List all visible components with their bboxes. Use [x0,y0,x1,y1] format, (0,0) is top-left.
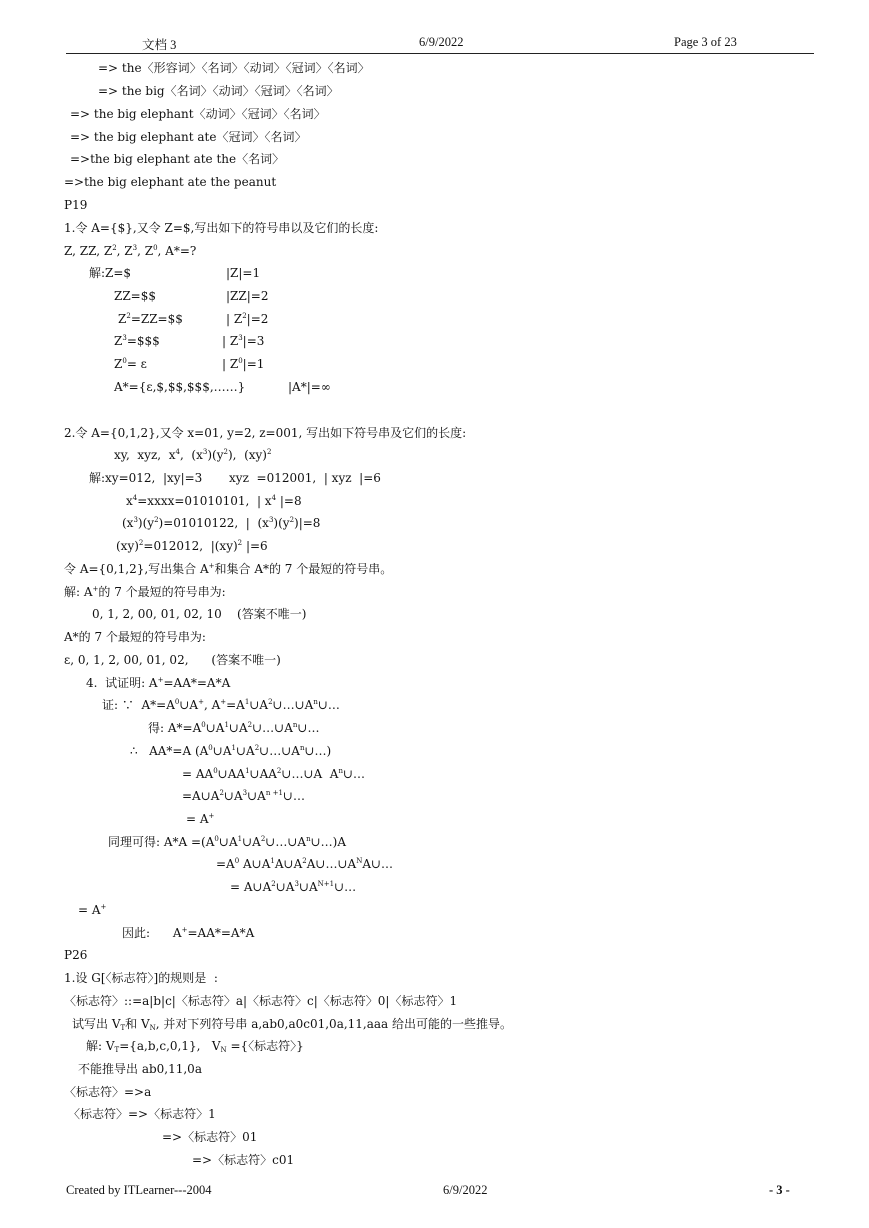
line-text: ∴ AA*=A (A [130,744,209,758]
line-text: 〈标志符〉::=a|b|c|〈标志符〉a|〈标志符〉c|〈标志符〉0|〈标志符〉1 [64,994,458,1008]
line-text: =xxxx=01010101, | x [137,494,272,508]
line-text: 1.设 G[〈标志符〉]的规则是 : [64,971,218,985]
line-text: , 并对下列符号串 a,ab0,a0c01,0a,11,aaa 给出可能的一些推导。 [155,1017,513,1031]
derivation-line [162,1130,257,1144]
superscript: 2 [154,516,159,524]
superscript: n +1 [265,789,283,797]
section-heading-p19 [64,198,87,212]
line-text: =012012, |(xy) [143,539,238,553]
line-text: 解:Z=$ [89,266,132,280]
line-text: , A*=? [157,244,197,258]
derivation-line [70,152,284,166]
superscript: n [313,698,318,706]
question-text [64,971,218,985]
line-text: 4. 试证明: A [86,676,158,690]
superscript: 3 [294,880,299,888]
superscript: 2 [237,539,243,547]
line-text: => the〈形容词〉〈名词〉〈动词〉〈冠词〉〈名词〉 [98,61,370,75]
line-text: = ε [126,357,147,371]
line-text: ∪… [317,698,340,712]
proof-line [230,880,356,894]
derivation-line [64,1085,151,1099]
line-text: ∪…) [304,744,332,758]
line-text: ={a,b,c,0,1}, V [119,1039,221,1053]
subscript: N [220,1046,227,1054]
answer-length [222,357,264,371]
superscript: 2 [260,835,266,843]
line-text: P19 [64,198,88,212]
answer-line [118,312,183,326]
line-text: ∪A [275,880,295,894]
answer-line [64,653,281,667]
line-text: A*={ε,$,$$,$$$,……} [114,380,246,394]
line-text: 和集合 A*的 7 个最短的符号串。 [214,562,393,576]
line-text: 证: ∵ A*=A [102,698,175,712]
line-text: P26 [64,948,88,962]
line-text: xy, xyz, x [114,448,176,462]
line-text: |Z|=1 [226,266,261,280]
line-text: , Z [137,244,154,258]
derivation-line [68,1107,216,1121]
superscript: 0 [238,357,243,365]
line-text: 解: V [86,1039,115,1053]
superscript: 2 [126,312,131,320]
superscript: n [292,721,298,729]
line-text: A∪… [362,857,394,871]
line-text: ∪A [218,835,238,849]
question-text [64,562,392,576]
line-text: 的 7 个最短的符号串为: [98,585,226,599]
line-text: |A*|=∞ [288,380,331,394]
subscript: T [114,1046,120,1054]
superscript: 3 [202,448,208,456]
line-text: |ZZ|=2 [226,289,269,303]
line-text: ∪A [228,721,248,735]
superscript: 2 [242,312,247,320]
line-text: ∪A [205,721,225,735]
superscript: 2 [223,448,228,456]
line-text: =>〈标志符〉c01 [192,1153,295,1167]
superscript: + [92,585,99,593]
superscript: 2 [276,767,282,775]
line-text: 试写出 V [72,1017,121,1031]
answer-line [92,607,306,621]
superscript: + [157,676,164,684]
answer-line [122,516,320,530]
answer-line [114,380,245,394]
answer-line [89,266,131,280]
answer-length [226,266,260,280]
line-text: = A∪A [230,880,272,894]
superscript: 2 [254,744,260,752]
line-text: 和 V [125,1017,150,1031]
derivation-line [70,130,306,144]
line-text: | Z [222,334,239,348]
superscript: + [181,926,188,934]
line-text: )|=8 [294,516,321,530]
line-text: 同理可得: A*A =(A [108,835,215,849]
answer-line [86,1039,304,1053]
line-text: =>the big elephant ate the peanut [64,175,277,189]
line-text: ZZ=$$ [114,289,156,303]
line-text: (x [122,516,134,530]
answer-line [126,494,302,508]
line-text: )(y [207,448,224,462]
grammar-rule [64,994,457,1008]
superscript: 3 [132,244,138,252]
footer-center: 6/9/2022 [443,1183,488,1197]
line-text: , Z [116,244,133,258]
line-text: |=3 [242,334,265,348]
line-text: => the big〈名词〉〈动词〉〈冠词〉〈名词〉 [98,84,339,98]
line-text: =>〈标志符〉01 [162,1130,258,1144]
line-text: ∪AA [217,767,246,781]
line-text: 〈标志符〉=>a [64,1085,152,1099]
superscript: + [220,698,227,706]
proof-line [186,812,214,826]
superscript: 0 [208,744,213,752]
line-text: A∪A [274,857,303,871]
line-text: | Z [222,357,239,371]
line-text: = A [186,812,209,826]
superscript: + [100,903,107,911]
line-text: | Z [226,312,243,326]
superscript: 1 [270,857,275,865]
line-text: )=01010122, | (x [158,516,269,530]
superscript: 4 [271,494,277,502]
line-text: ∪…∪A [272,698,314,712]
line-text: |=6 [242,539,268,553]
line-text: = AA [182,767,214,781]
line-text: => the big elephant〈动词〉〈冠词〉〈名词〉 [70,107,326,121]
line-text: Z [114,334,123,348]
line-text: Z, ZZ, Z [64,244,113,258]
line-text: ={〈标志符〉} [226,1039,304,1053]
line-text: =$$$ [126,334,160,348]
superscript: + [208,562,215,570]
derivation-line [98,61,370,75]
line-text: =AA*=A*A [163,676,231,690]
superscript: 0 [213,767,218,775]
superscript: 0 [153,244,158,252]
line-text: ∪…)A [310,835,346,849]
line-text: |=2 [246,312,269,326]
line-text: ∪A [247,789,266,803]
section-heading-p26 [64,948,87,962]
answer-length [226,312,268,326]
superscript: 2 [267,448,272,456]
header-left: 文档 3 [142,38,177,52]
line-text: )(y [273,516,290,530]
superscript: 0 [214,835,219,843]
answer-line [116,539,268,553]
line-text: x [126,494,133,508]
superscript: N [356,857,363,865]
answer-line [114,289,156,303]
line-text: Z [118,312,127,326]
proof-line [182,789,305,803]
superscript: n [338,767,343,775]
line-text: |=8 [276,494,302,508]
line-text: 2.令 A={0,1,2},又令 x=01, y=2, z=001, 写出如下符号串及它们的长度: [64,426,467,440]
superscript: 2 [138,539,144,547]
proof-line [122,926,254,940]
line-text: (xy) [116,539,139,553]
derivation-line [98,84,339,98]
superscript: 3 [242,789,248,797]
line-text: A∪…∪A [306,857,357,871]
superscript: 2 [271,880,276,888]
line-text: |=1 [242,357,265,371]
question-text [86,676,230,690]
line-text: ∪A [242,835,261,849]
proof-line [102,698,340,712]
line-text: =>the big elephant ate the〈名词〉 [70,152,285,166]
derivation-line [64,175,276,189]
line-text: ∪…∪A A [281,767,339,781]
line-text: 解: A [64,585,93,599]
line-text: A*的 7 个最短的符号串为: [64,630,206,644]
superscript: 2 [219,789,224,797]
header-divider [66,53,814,54]
line-text: A∪A [239,857,271,871]
superscript: 2 [247,721,253,729]
line-text: ∪A [212,744,232,758]
proof-line [182,767,365,781]
line-text: 令 A={0,1,2},写出集合 A [64,562,209,576]
superscript: 2 [112,244,117,252]
superscript: 3 [133,516,138,524]
superscript: n [299,744,305,752]
superscript: + [208,812,215,820]
superscript: n [306,835,311,843]
superscript: 2 [289,516,295,524]
line-text: ∪… [334,880,357,894]
line-text: ∪A [249,698,269,712]
line-text: 得: A*=A [148,721,202,735]
line-text: ε, 0, 1, 2, 00, 01, 02, (答案不唯一) [64,653,281,667]
line-text: = A [78,903,101,917]
superscript: 1 [224,721,229,729]
answer-length [222,334,264,348]
line-text: ∪A [298,880,318,894]
line-text: => the big elephant ate〈冠词〉〈名词〉 [70,130,307,144]
line-text: ∪…∪A [252,721,293,735]
question-text [72,1017,512,1031]
question-text [64,221,378,235]
line-text: ∪…∪A [259,744,300,758]
superscript: 1 [244,698,250,706]
superscript: 2 [268,698,273,706]
line-text: ), (xy) [227,448,267,462]
line-text: =ZZ=$$ [130,312,183,326]
superscript: + [198,698,204,706]
line-text: ∪A [179,698,199,712]
answer-line [78,1062,202,1076]
superscript: 2 [302,857,307,865]
superscript: N+1 [317,880,335,888]
line-text: , (x [179,448,203,462]
superscript: 0 [174,698,180,706]
proof-line [130,744,331,758]
line-text: , A [203,698,221,712]
proof-line [148,721,319,735]
line-text: ∪…∪A [265,835,307,849]
question-text [64,426,466,440]
header-center: 6/9/2022 [419,35,464,49]
line-text: ∪A [235,744,255,758]
line-text: ∪… [342,767,366,781]
line-text: 1.令 A={$},又令 Z=$,写出如下的符号串以及它们的长度: [64,221,379,235]
question-text [64,244,196,258]
answer-line [64,585,226,599]
line-text: 0, 1, 2, 00, 01, 02, 10 (答案不唯一) [92,607,307,621]
answer-line [64,630,206,644]
proof-line [108,835,346,849]
superscript: 0 [122,357,127,365]
footer-page-number: - 3 - [769,1183,790,1197]
subscript: T [120,1024,126,1032]
line-text: 解:xy=012, |xy|=3 xyz =012001, | xyz |=6 [89,471,381,485]
superscript: 1 [231,744,236,752]
answer-length [288,380,331,394]
line-text: 因此: A [122,926,182,940]
line-text: )(y [137,516,155,530]
answer-line [114,357,147,371]
answer-length [226,289,268,303]
proof-line [216,857,393,871]
header-right: Page 3 of 23 [674,35,737,49]
line-text: ∪… [282,789,305,803]
question-text [114,448,271,462]
subscript: N [149,1024,156,1032]
line-text: =AA*=A*A [187,926,255,940]
line-text: ∪… [297,721,320,735]
line-text: Z [114,357,123,371]
superscript: 3 [238,334,243,342]
line-text: 不能推导出 ab0,11,0a [78,1062,202,1076]
superscript: 3 [268,516,274,524]
superscript: 3 [122,334,127,342]
line-text: =A [216,857,235,871]
superscript: 0 [201,721,206,729]
superscript: 4 [132,494,138,502]
superscript: 0 [234,857,240,865]
superscript: 1 [237,835,243,843]
derivation-line [70,107,326,121]
derivation-line [192,1153,294,1167]
line-text: =A∪A [182,789,220,803]
line-text: 〈标志符〉=>〈标志符〉1 [68,1107,216,1121]
answer-line [114,334,160,348]
footer-left: Created by ITLearner---2004 [66,1183,212,1197]
line-text: ∪AA [249,767,277,781]
superscript: 1 [245,767,250,775]
proof-line [78,903,106,917]
line-text: ∪A [223,789,243,803]
superscript: 4 [175,448,180,456]
line-text: =A [226,698,245,712]
answer-line [89,471,381,485]
